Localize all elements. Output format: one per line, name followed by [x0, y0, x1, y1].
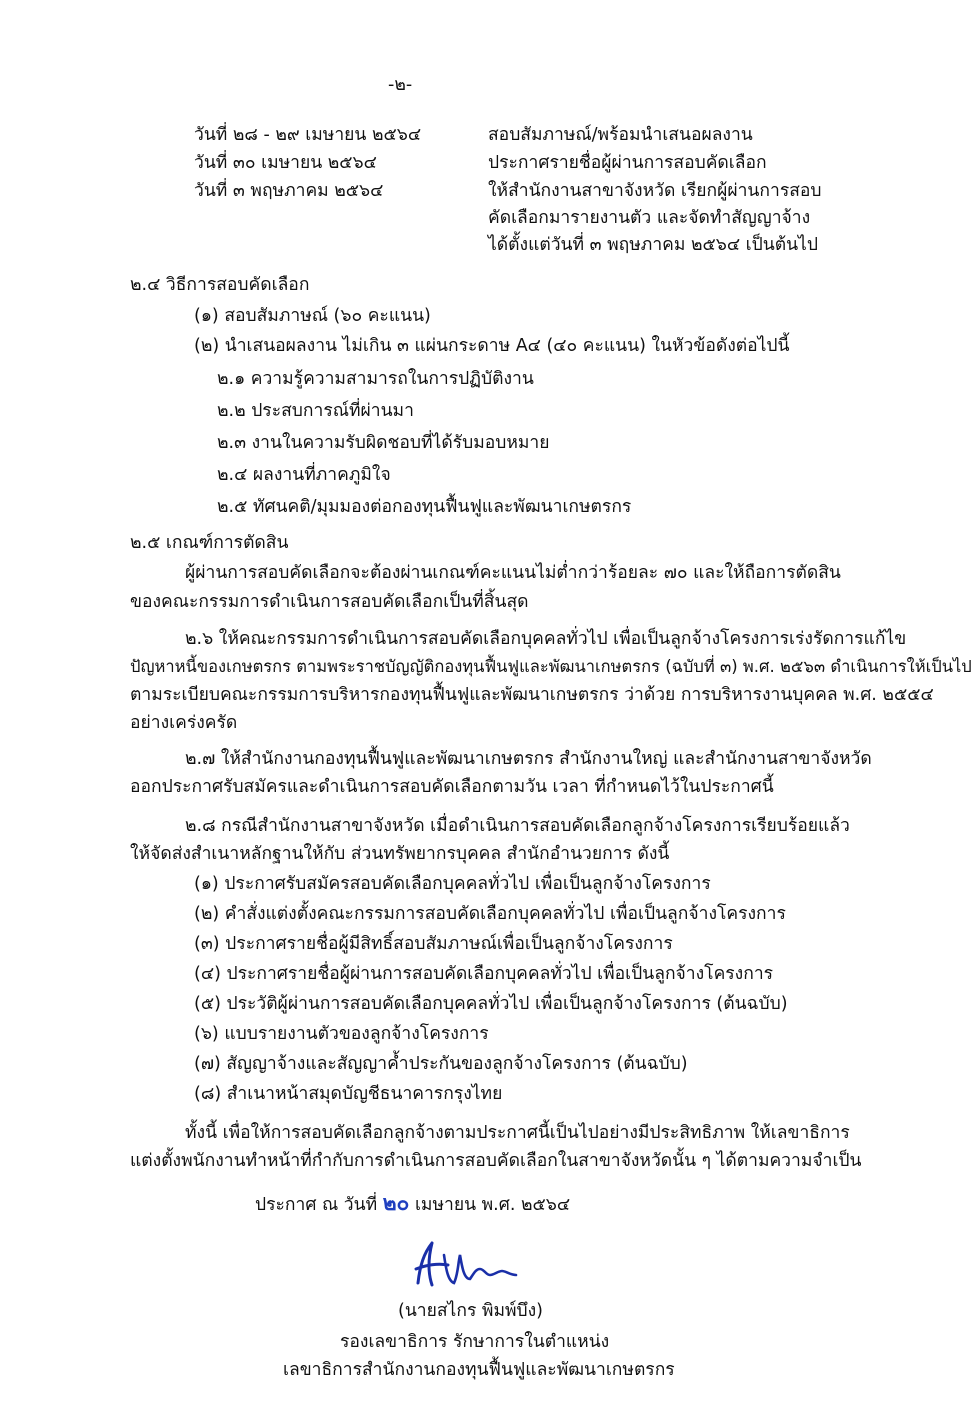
announce-prefix: ประกาศ ณ วันที่ [255, 1195, 378, 1215]
paragraph-line: ออกประกาศรับสมัครและดำเนินการสอบคัดเลือกตามวัน เวลา ที่กำหนดไว้ในประกาศนี้ [130, 777, 774, 797]
schedule-date: วันที่ ๒๘ - ๒๙ เมษายน ๒๕๖๔ [194, 125, 422, 145]
paragraph-line: ผู้ผ่านการสอบคัดเลือกจะต้องผ่านเกณฑ์คะแนนไม่ต่ำกว่าร้อยละ ๗๐ และให้ถือการตัดสิน [185, 563, 841, 583]
list-item: (๔) ประกาศรายชื่อผู้ผ่านการสอบคัดเลือกบุคคลทั่วไป เพื่อเป็นลูกจ้างโครงการ [194, 964, 774, 984]
announce-suffix: เมษายน พ.ศ. ๒๕๖๔ [414, 1195, 571, 1215]
handwritten-signature [398, 1235, 528, 1295]
schedule-activity: สอบสัมภาษณ์/พร้อมนำเสนอผลงาน [488, 125, 753, 145]
signer-name: (นายสไกร พิมพ์บึง) [398, 1301, 543, 1321]
section-heading: ๒.๔ วิธีการสอบคัดเลือก [130, 275, 310, 295]
list-item: (๒) นำเสนอผลงาน ไม่เกิน ๓ แผ่นกระดาษ A๔ (๔๐ คะแนน) ในหัวข้อดังต่อไปนี้ [194, 336, 790, 356]
paragraph-line: ให้จัดส่งสำเนาหลักฐานให้กับ ส่วนทรัพยากรบุคคล สำนักอำนวยการ ดังนี้ [130, 844, 670, 864]
schedule-date: วันที่ ๓๐ เมษายน ๒๕๖๔ [194, 153, 377, 173]
list-item: (๕) ประวัติผู้ผ่านการสอบคัดเลือกบุคคลทั่วไป เพื่อเป็นลูกจ้างโครงการ (ต้นฉบับ) [194, 994, 788, 1014]
schedule-activity: ให้สำนักงานสาขาจังหวัด เรียกผู้ผ่านการสอบ [488, 181, 822, 201]
paragraph-line: ๒.๗ ให้สำนักงานกองทุนฟื้นฟูและพัฒนาเกษตรกร สำนักงานใหญ่ และสำนักงานสาขาจังหวัด [185, 749, 872, 769]
schedule-activity: ประกาศรายชื่อผู้ผ่านการสอบคัดเลือก [488, 153, 767, 173]
page-number: -๒- [388, 75, 413, 95]
sub-item: ๒.๓ งานในความรับผิดชอบที่ได้รับมอบหมาย [217, 433, 550, 453]
paragraph-line: ของคณะกรรมการดำเนินการสอบคัดเลือกเป็นที่สิ้นสุด [130, 592, 529, 612]
paragraph-line: ๒.๘ กรณีสำนักงานสาขาจังหวัด เมื่อดำเนินการสอบคัดเลือกลูกจ้างโครงการเรียบร้อยแล้ว [185, 816, 850, 836]
list-item: (๑) ประกาศรับสมัครสอบคัดเลือกบุคคลทั่วไป เพื่อเป็นลูกจ้างโครงการ [194, 874, 711, 894]
list-item: (๑) สอบสัมภาษณ์ (๖๐ คะแนน) [194, 306, 431, 326]
sub-item: ๒.๔ ผลงานที่ภาคภูมิใจ [217, 465, 391, 485]
schedule-continuation: ได้ตั้งแต่วันที่ ๓ พฤษภาคม ๒๕๖๔ เป็นต้นไป [488, 235, 818, 255]
list-item: (๗) สัญญาจ้างและสัญญาค้ำประกันของลูกจ้างโครงการ (ต้นฉบับ) [194, 1054, 688, 1074]
section-heading: ๒.๕ เกณฑ์การตัดสิน [130, 533, 289, 553]
paragraph-line: ปัญหาหนี้ของเกษตรกร ตามพระราชบัญญัติกองทุนฟื้นฟูและพัฒนาเกษตรกร (ฉบับที่ ๓) พ.ศ. ๒๕๖๓ ดำเนินการให้เป็นไป [130, 657, 972, 676]
paragraph-line: แต่งตั้งพนักงานทำหน้าที่กำกับการดำเนินการสอบคัดเลือกในสาขาจังหวัดนั้น ๆ ได้ตามความจำเป็น [130, 1151, 862, 1171]
announce-day: ๒๐ [382, 1191, 410, 1215]
schedule-continuation: คัดเลือกมารายงานตัว และจัดทำสัญญาจ้าง [488, 208, 811, 228]
announce-date [255, 1190, 570, 1218]
paragraph-line: ตามระเบียบคณะกรรมการบริหารกองทุนฟื้นฟูและพัฒนาเกษตรกร ว่าด้วย การบริหารงานบุคคล พ.ศ. ๒๕๕๔ [130, 685, 934, 705]
sub-item: ๒.๕ ทัศนคติ/มุมมองต่อกองทุนฟื้นฟูและพัฒนาเกษตรกร [217, 497, 632, 517]
signer-position: เลขาธิการสำนักงานกองทุนฟื้นฟูและพัฒนาเกษตรกร [283, 1360, 675, 1380]
list-item: (๒) คำสั่งแต่งตั้งคณะกรรมการสอบคัดเลือกบุคคลทั่วไป เพื่อเป็นลูกจ้างโครงการ [194, 904, 786, 924]
sub-item: ๒.๒ ประสบการณ์ที่ผ่านมา [217, 401, 414, 421]
paragraph-line: อย่างเคร่งครัด [130, 713, 238, 733]
signer-position: รองเลขาธิการ รักษาการในตำแหน่ง [340, 1332, 610, 1352]
list-item: (๖) แบบรายงานตัวของลูกจ้างโครงการ [194, 1024, 489, 1044]
paragraph-line: ทั้งนี้ เพื่อให้การสอบคัดเลือกลูกจ้างตามประกาศนี้เป็นไปอย่างมีประสิทธิภาพ ให้เลขาธิการ [185, 1123, 850, 1143]
paragraph-line: ๒.๖ ให้คณะกรรมการดำเนินการสอบคัดเลือกบุคคลทั่วไป เพื่อเป็นลูกจ้างโครงการเร่งรัดการแก้ไข [185, 629, 907, 649]
sub-item: ๒.๑ ความรู้ความสามารถในการปฏิบัติงาน [217, 369, 534, 389]
list-item: (๓) ประกาศรายชื่อผู้มีสิทธิ์สอบสัมภาษณ์เพื่อเป็นลูกจ้างโครงการ [194, 934, 673, 954]
schedule-date: วันที่ ๓ พฤษภาคม ๒๕๖๔ [194, 181, 384, 201]
list-item: (๘) สำเนาหน้าสมุดบัญชีธนาคารกรุงไทย [194, 1084, 503, 1104]
